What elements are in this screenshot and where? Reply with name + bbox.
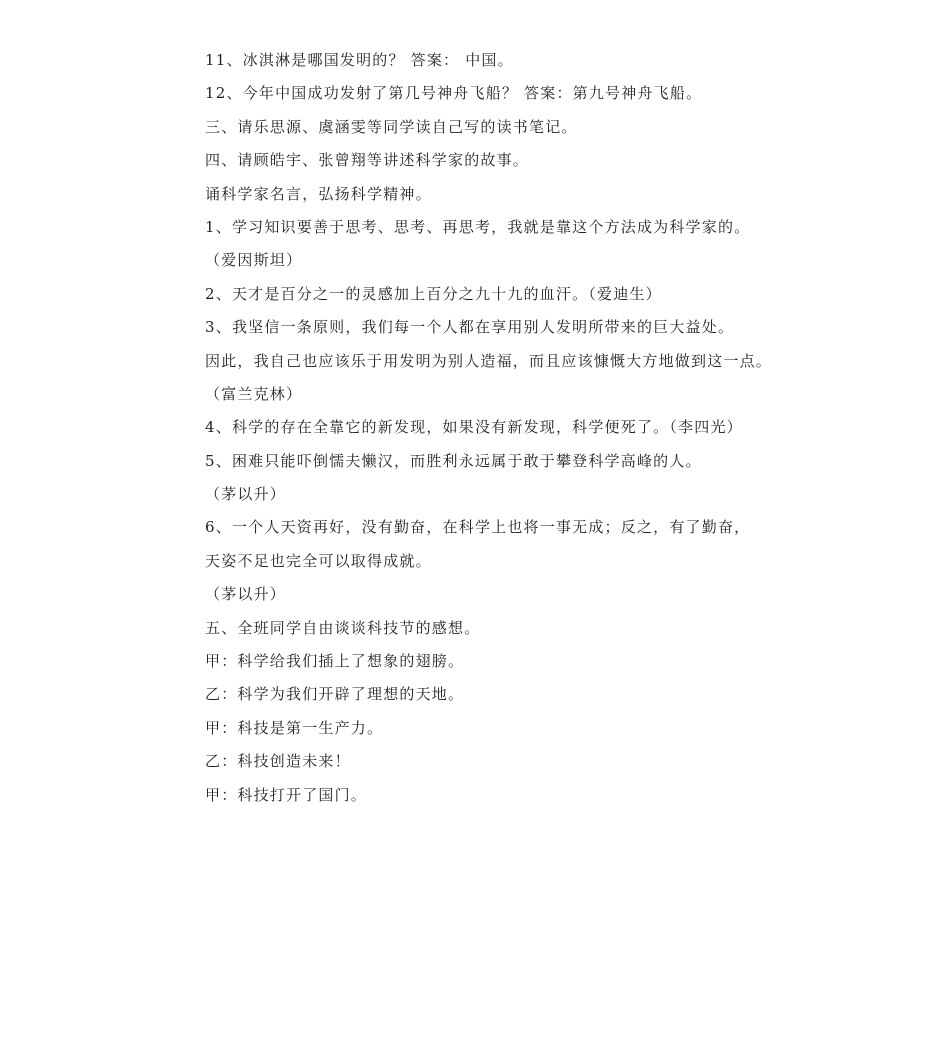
quiz-answer-11: 11、冰淇淋是哪国发明的？ 答案： 中国。: [205, 51, 514, 69]
dialogue-line: 乙：科技创造未来！: [205, 752, 351, 771]
quote-4-text: 4、科学的存在全靠它的新发现，如果没有新发现，科学便死了。（李四光）: [205, 418, 743, 437]
quote-5-author: （茅以升）: [205, 485, 287, 504]
section-five-heading: 五、全班同学自由谈谈科技节的感想。: [205, 618, 481, 637]
quote-5-text: 5、困难只能吓倒懦夫懒汉，而胜利永远属于敢于攀登科学高峰的人。: [205, 451, 702, 470]
section-three-heading: 三、请乐思源、虞涵雯等同学读自己写的读书笔记。: [205, 117, 578, 136]
quiz-answer-12: 12、今年中国成功发射了第几号神舟飞船？ 答案：第九号神舟飞船。: [205, 84, 703, 103]
quote-6-text-continued: 天姿不足也完全可以取得成就。: [205, 551, 432, 570]
quote-3-text-continued: 因此，我自己也应该乐于用发明为别人造福，而且应该慷慨大方地做到这一点。: [205, 351, 773, 370]
quotes-intro: 诵科学家名言，弘扬科学精神。: [205, 184, 432, 203]
document-body: [205, 44, 905, 812]
quote-6-author: （茅以升）: [205, 585, 287, 604]
quote-2-text: 2、天才是百分之一的灵感加上百分之九十九的血汗。（爱迪生）: [205, 284, 662, 303]
dialogue-line: 甲：科技打开了国门。: [205, 785, 368, 804]
quote-3-text: 3、我坚信一条原则，我们每一个人都在享用别人发明所带来的巨大益处。: [205, 318, 735, 337]
quote-1-text: 1、学习知识要善于思考、思考、再思考，我就是靠这个方法成为科学家的。: [205, 217, 751, 236]
dialogue-line: 甲：科技是第一生产力。: [205, 718, 384, 737]
quote-6-text: 6、一个人天资再好，没有勤奋，在科学上也将一事无成；反之，有了勤奋，: [205, 518, 751, 537]
dialogue-line: 甲：科学给我们插上了想象的翅膀。: [205, 652, 465, 671]
dialogue-line: 乙：科学为我们开辟了理想的天地。: [205, 685, 465, 704]
quote-3-author: （富兰克林）: [205, 384, 303, 403]
section-four-heading: 四、请顾皓宇、张曾翔等讲述科学家的故事。: [205, 151, 530, 170]
quote-1-author: （爱因斯坦）: [205, 251, 303, 270]
